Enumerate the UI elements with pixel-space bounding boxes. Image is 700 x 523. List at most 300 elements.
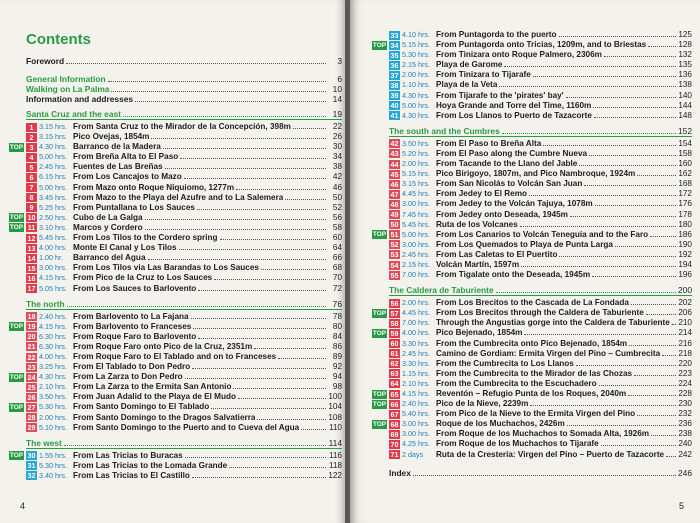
- walk-page: 98: [332, 382, 342, 392]
- walk-entry[interactable]: [17, 392, 342, 402]
- walk-title: Monte El Canal y Los Tilos: [73, 243, 177, 253]
- walk-page: 84: [332, 331, 342, 341]
- walk-number-badge: 34: [390, 40, 399, 50]
- walk-duration: 3.00 hrs.: [39, 263, 67, 273]
- section-heading[interactable]: [26, 109, 342, 120]
- page-title: Contents: [26, 31, 91, 48]
- walk-title: From El Paso to Breña Alta: [436, 138, 542, 148]
- leader-dots: [197, 209, 326, 210]
- walk-title: From Las Tricias to El Castillo: [73, 470, 190, 480]
- walk-entry[interactable]: [17, 162, 342, 172]
- walk-duration: 5.45 hrs.: [39, 233, 67, 243]
- walk-entry[interactable]: [380, 149, 692, 159]
- walk-title: Playa de Garome: [436, 60, 503, 70]
- walk-duration: 3.10 hrs.: [39, 222, 67, 232]
- walk-duration: 4.30 hrs.: [402, 110, 430, 120]
- leader-dots: [576, 365, 676, 366]
- walk-page: 180: [678, 219, 692, 229]
- leader-dots: [301, 429, 326, 430]
- walk-page: 122: [328, 470, 342, 480]
- walk-entry[interactable]: [380, 169, 692, 179]
- walk-entry[interactable]: [380, 349, 692, 359]
- walk-duration: 1.55 hrs.: [39, 450, 67, 460]
- walk-number-badge: 28: [27, 413, 36, 423]
- leader-dots: [192, 477, 326, 478]
- leader-dots: [111, 91, 326, 92]
- walk-duration: 7.45 hrs.: [402, 209, 430, 219]
- walk-duration: 2.45 hrs.: [402, 249, 430, 259]
- walk-title: Volcán Martín, 1597m: [436, 259, 520, 269]
- leader-dots: [634, 375, 676, 376]
- walk-entry[interactable]: [17, 233, 342, 243]
- leader-dots: [233, 388, 326, 389]
- walk-title: From El Paso along the Cumbre Nueva: [436, 148, 588, 158]
- walk-page: 140: [678, 90, 692, 100]
- walk-number-badge: 53: [390, 250, 399, 260]
- walk-duration: 5.40 hrs.: [402, 409, 430, 419]
- walk-page: 94: [332, 372, 342, 382]
- walk-duration: 4.45 hrs.: [402, 308, 430, 318]
- leader-dots: [593, 107, 676, 108]
- walk-entry[interactable]: [17, 152, 342, 162]
- contents-section: [9, 437, 342, 481]
- walk-title: From Las Tricias to Buracas: [73, 450, 183, 460]
- top-badge: TOP: [372, 400, 387, 408]
- walk-title: From Los Sauces to Barlovento: [73, 283, 197, 293]
- front-matter-entry[interactable]: [26, 94, 342, 104]
- walk-title: From Mazo onto Roque Niquiomo, 1277m: [73, 182, 235, 192]
- walk-number-badge: 66: [390, 399, 399, 409]
- walk-page: 108: [328, 412, 342, 422]
- walk-entry[interactable]: [380, 250, 692, 260]
- section-heading[interactable]: [389, 285, 692, 296]
- walk-number-badge: 54: [390, 260, 399, 270]
- walk-number-badge: 29: [27, 423, 36, 433]
- leader-dots: [214, 279, 326, 280]
- leader-dots: [148, 259, 327, 260]
- leader-dots: [236, 189, 326, 190]
- walk-title: From Barlovento to La Fajana: [73, 311, 189, 321]
- leader-dots: [191, 318, 326, 319]
- walk-entry[interactable]: [380, 298, 692, 308]
- walk-number-badge: 57: [390, 308, 399, 318]
- walk-entry[interactable]: [17, 193, 342, 203]
- walk-duration: 3.15 hrs.: [39, 132, 67, 142]
- walk-entry[interactable]: [17, 332, 342, 342]
- walk-entry[interactable]: [380, 439, 692, 449]
- walk-entry[interactable]: [380, 210, 692, 220]
- walk-number-badge: 51: [390, 230, 399, 240]
- walk-entry[interactable]: [380, 139, 692, 149]
- walk-page: 56: [332, 212, 342, 222]
- walk-number-badge: 27: [27, 402, 36, 412]
- walk-duration: 5.30 hrs.: [402, 50, 430, 60]
- walk-duration: 6.30 hrs.: [39, 331, 67, 341]
- top-badge: TOP: [372, 329, 387, 337]
- leader-dots: [193, 328, 326, 329]
- walk-duration: 5.30 hrs.: [39, 402, 67, 412]
- walk-entry[interactable]: [380, 189, 692, 199]
- walk-title: From Roque Faro onto Pico de la Cruz, 2351m: [73, 341, 253, 351]
- top-badge: TOP: [9, 403, 24, 411]
- walk-duration: 6.30 hrs.: [39, 341, 67, 351]
- front-matter-entry[interactable]: [26, 74, 342, 84]
- walk-number-badge: 70: [390, 440, 399, 450]
- walk-entry[interactable]: [380, 91, 692, 101]
- walk-page: 190: [678, 239, 692, 249]
- leader-dots: [238, 398, 326, 399]
- walk-page: 110: [328, 422, 342, 432]
- walk-entry[interactable]: [17, 342, 342, 352]
- walk-page: 228: [678, 389, 692, 398]
- walk-number-badge: 59: [390, 328, 399, 338]
- walk-entry[interactable]: [372, 40, 692, 50]
- walk-entry[interactable]: [380, 240, 692, 250]
- walk-entry[interactable]: [9, 212, 342, 223]
- section-page: 76: [332, 298, 342, 309]
- walk-title: Ruta de los Volcanes: [436, 219, 518, 229]
- walk-page: 206: [678, 308, 692, 318]
- walk-page: 136: [678, 70, 692, 80]
- walk-page: 232: [678, 409, 692, 419]
- front-matter-entry[interactable]: [26, 84, 342, 94]
- walk-title: Barranco de la Madera: [73, 142, 161, 152]
- walk-duration: 4.00 hrs.: [39, 243, 67, 253]
- walk-entry[interactable]: [17, 183, 342, 193]
- walk-number-badge: 2: [26, 133, 37, 142]
- walk-duration: 5.00 hrs.: [39, 152, 67, 162]
- leader-dots: [530, 405, 676, 406]
- walk-duration: 4.30 hrs.: [39, 372, 67, 382]
- walk-page: 210: [678, 318, 692, 328]
- leader-dots: [631, 304, 676, 305]
- walk-title: Reventón – Refugio Punta de los Roques, 2040m: [436, 389, 627, 398]
- leader-dots: [285, 199, 326, 200]
- walk-duration: 3.45 hrs.: [39, 192, 67, 202]
- walk-entry[interactable]: [380, 60, 692, 70]
- walk-title: From San Nicolás to Volcán San Juan: [436, 179, 583, 189]
- leader-dots: [533, 76, 676, 77]
- walk-entry[interactable]: [372, 308, 692, 318]
- walk-title: From Tinizara onto Roque Palmero, 2306m: [436, 50, 602, 60]
- walk-title: From Santo Domingo to the Dragos Salvatierra: [73, 412, 256, 422]
- leader-dots: [185, 378, 326, 379]
- walk-page: 34: [332, 152, 342, 162]
- leader-dots: [650, 236, 676, 237]
- leader-dots: [628, 395, 676, 396]
- walk-number-badge: 44: [390, 159, 399, 169]
- leader-dots: [413, 475, 676, 476]
- leader-dots: [559, 256, 676, 257]
- leader-dots: [648, 46, 676, 47]
- section-title: Santa Cruz and the east: [26, 109, 121, 119]
- walk-entry[interactable]: [380, 199, 692, 209]
- walk-page: 104: [328, 402, 342, 412]
- walk-page: 100: [328, 392, 342, 402]
- walk-number-badge: 65: [390, 389, 399, 399]
- walk-number-badge: 40: [390, 101, 399, 111]
- leader-dots: [151, 138, 326, 139]
- leader-dots: [108, 81, 326, 82]
- walk-entry[interactable]: [17, 132, 342, 142]
- walk-entry[interactable]: [17, 253, 342, 263]
- walk-page: 42: [332, 172, 342, 182]
- leader-dots: [604, 56, 676, 57]
- walk-entry[interactable]: [380, 429, 692, 439]
- section-title: The south and the Cumbres: [389, 125, 500, 136]
- walk-title: From Roque de los Muchachos to Tijarafe: [436, 439, 599, 449]
- walk-number-badge: 61: [390, 349, 399, 359]
- walk-number-badge: 48: [390, 199, 399, 209]
- walk-page: 64: [332, 243, 342, 253]
- walk-page: 135: [678, 60, 692, 70]
- leader-dots: [64, 445, 326, 446]
- walk-number-badge: 32: [27, 471, 36, 481]
- walk-number-badge: 71: [390, 450, 399, 460]
- leader-dots: [185, 457, 326, 458]
- leader-dots: [592, 276, 676, 277]
- right-section-list: [372, 125, 692, 460]
- section-page: 114: [328, 437, 342, 448]
- walk-entry[interactable]: [17, 362, 342, 372]
- walk-number-badge: 33: [390, 30, 399, 40]
- walk-entry[interactable]: [17, 382, 342, 392]
- walk-entry[interactable]: [380, 70, 692, 80]
- walk-page: 158: [678, 148, 692, 158]
- walk-entry[interactable]: [17, 471, 342, 481]
- walk-duration: 4.45 hrs.: [402, 189, 430, 199]
- walk-duration: 5.25 hrs.: [39, 202, 67, 212]
- leader-dots: [599, 385, 676, 386]
- walk-duration: 5.15 hrs.: [402, 40, 430, 50]
- leader-dots: [163, 148, 326, 149]
- walk-entry[interactable]: [380, 379, 692, 389]
- walk-title: From Pico de la Cruz to Los Sauces: [73, 273, 213, 283]
- top-badge: TOP: [9, 373, 24, 381]
- walk-duration: 5.15 hrs.: [402, 169, 430, 179]
- leader-dots: [198, 338, 326, 339]
- leader-dots: [589, 155, 676, 156]
- walk-page: 86: [332, 341, 342, 351]
- walk-entry[interactable]: [17, 352, 342, 362]
- walk-entry[interactable]: [380, 339, 692, 349]
- front-matter-label: General Information: [26, 74, 106, 84]
- walk-page: 172: [678, 189, 692, 199]
- walk-entry[interactable]: [17, 172, 342, 182]
- walk-title: From Barlovento to Franceses: [73, 321, 192, 331]
- walk-duration: 2.00 hrs.: [402, 298, 430, 308]
- walk-entry[interactable]: [380, 450, 692, 460]
- section-title: The west: [26, 437, 62, 448]
- walk-number-badge: 7: [26, 183, 37, 192]
- walk-entry[interactable]: [380, 260, 692, 270]
- top-badge: TOP: [9, 452, 24, 460]
- walk-duration: 3.00 hrs.: [402, 429, 430, 439]
- walk-page: 176: [678, 199, 692, 209]
- leader-dots: [165, 168, 326, 169]
- walk-entry[interactable]: [17, 122, 342, 132]
- leader-dots: [637, 175, 676, 176]
- walk-number-badge: 38: [390, 81, 399, 91]
- leader-dots: [559, 36, 676, 37]
- walk-title: From Juan Adalid to the Playa de El Mudo: [73, 392, 237, 402]
- walk-duration: 2.15 hrs.: [402, 60, 430, 70]
- walk-entry[interactable]: [380, 270, 692, 280]
- walk-title: From Breña Alta to El Paso: [73, 152, 179, 162]
- walk-entry[interactable]: [17, 273, 342, 283]
- section-heading[interactable]: [26, 438, 342, 449]
- walk-entry[interactable]: [380, 409, 692, 419]
- walk-entry[interactable]: [17, 203, 342, 213]
- walk-duration: 3.15 hrs.: [402, 179, 430, 189]
- walk-number-badge: 22: [27, 352, 36, 362]
- walk-duration: 7.00 hrs.: [402, 318, 430, 328]
- walk-entry[interactable]: [380, 159, 692, 169]
- walk-entry[interactable]: [380, 369, 692, 379]
- walk-page: 50: [332, 192, 342, 202]
- walk-page: 78: [332, 311, 342, 321]
- walk-page: 60: [332, 233, 342, 243]
- leader-dots: [543, 145, 676, 146]
- walk-number-badge: 18: [27, 312, 36, 322]
- walk-entry[interactable]: [380, 111, 692, 121]
- walk-entry[interactable]: [17, 263, 342, 273]
- walk-page: 214: [678, 328, 692, 338]
- walk-duration: 4.10 hrs.: [402, 30, 430, 39]
- walk-number-badge: 62: [390, 359, 399, 369]
- leader-dots: [666, 456, 676, 457]
- walk-entry[interactable]: [372, 328, 692, 338]
- walk-title: From El Tablado to Don Pedro: [73, 362, 191, 372]
- index-label: Index: [389, 467, 411, 478]
- walk-entry[interactable]: [372, 229, 692, 240]
- walk-number-badge: 17: [27, 284, 36, 294]
- walk-entry[interactable]: [9, 372, 342, 382]
- walk-page: 52: [332, 202, 342, 212]
- walk-entry[interactable]: [380, 80, 692, 90]
- walk-entry[interactable]: [380, 179, 692, 189]
- walk-title: Pico Ovejas, 1854m: [73, 132, 150, 142]
- walk-title: From the Cumbrecita to the Mirador de las Chozas: [436, 368, 633, 378]
- walk-entry[interactable]: [9, 321, 342, 332]
- leader-dots: [566, 97, 676, 98]
- walk-number-badge: 8: [26, 193, 37, 202]
- walk-number-badge: 9: [26, 203, 37, 212]
- section-heading[interactable]: [26, 299, 342, 310]
- walk-entry[interactable]: [372, 389, 692, 399]
- walk-title: Through the Angustias gorge into the Caldera de Taburiente: [436, 318, 670, 328]
- walk-duration: 3.15 hrs.: [39, 122, 67, 131]
- walk-entry[interactable]: [17, 413, 342, 423]
- walk-number-badge: 26: [27, 392, 36, 402]
- walk-title: Cubo de La Galga: [73, 212, 143, 222]
- walk-entry[interactable]: [9, 450, 342, 461]
- walk-duration: 5.00 hrs.: [402, 100, 430, 110]
- top-badge: TOP: [9, 143, 24, 151]
- walk-duration: 2 days: [402, 449, 424, 459]
- walk-title: From Puntagorda to the puerto: [436, 30, 557, 39]
- walk-entry[interactable]: [17, 243, 342, 253]
- leader-dots: [524, 334, 676, 335]
- walk-page: 92: [332, 362, 342, 372]
- walk-duration: 2.40 hrs.: [402, 399, 430, 409]
- walk-entry[interactable]: [9, 402, 342, 412]
- walk-duration: 2.50 hrs.: [39, 212, 67, 222]
- walk-entry[interactable]: [380, 30, 692, 40]
- walk-page: 26: [332, 132, 342, 142]
- walk-duration: 1.15 hrs.: [402, 368, 430, 378]
- walk-page: 38: [332, 162, 342, 172]
- walk-entry[interactable]: [372, 399, 692, 409]
- leader-dots: [502, 133, 676, 134]
- walk-number-badge: 35: [390, 50, 399, 60]
- leader-dots: [145, 229, 326, 230]
- walk-title: From Pico de la Nieve to the Ermita Virgen del Pino: [436, 409, 636, 419]
- walk-page: 128: [678, 40, 692, 50]
- walk-title: From Puntagorda onto Tricias, 1209m, and to Briestas: [436, 40, 647, 50]
- leader-dots: [570, 216, 676, 217]
- walk-number-badge: 69: [390, 429, 399, 439]
- walk-number-badge: 16: [27, 273, 36, 283]
- walk-number-badge: 58: [390, 318, 399, 328]
- walk-number-badge: 30: [27, 451, 36, 461]
- walk-duration: 6.15 hrs.: [39, 172, 67, 182]
- leader-dots: [672, 324, 676, 325]
- walk-number-badge: 13: [27, 243, 36, 253]
- front-matter-page: 14: [332, 94, 342, 104]
- walk-number-badge: 21: [27, 342, 36, 352]
- walk-title: From the Cumbrecita to the Escuchadero: [436, 378, 597, 388]
- walk-page: 236: [678, 419, 692, 429]
- walk-duration: 2.10 hrs.: [39, 382, 67, 392]
- walk-title: Pico Bejenado, 1854m: [436, 328, 523, 338]
- leader-dots: [293, 128, 326, 129]
- walk-entry[interactable]: [17, 423, 342, 433]
- walk-duration: 3.50 hrs.: [402, 138, 430, 148]
- walk-duration: 5.45 hrs.: [402, 219, 430, 229]
- walk-entry[interactable]: [380, 220, 692, 230]
- section-page: 152: [678, 125, 692, 136]
- walk-number-badge: 37: [390, 70, 399, 80]
- leader-dots: [261, 269, 326, 270]
- walk-entry[interactable]: [17, 284, 342, 294]
- top-badge: TOP: [372, 231, 387, 239]
- walk-entry[interactable]: [9, 142, 342, 152]
- walk-entry[interactable]: [17, 461, 342, 471]
- walk-entry[interactable]: [9, 222, 342, 233]
- walk-entry[interactable]: [380, 101, 692, 111]
- walk-title: From La Zarza to the Ermita San Antonio: [73, 382, 232, 392]
- walk-entry[interactable]: [372, 419, 692, 429]
- leader-dots: [211, 408, 326, 409]
- walk-number-badge: 3: [26, 143, 37, 152]
- walk-number-badge: 10: [27, 213, 36, 223]
- walk-duration: 4.30 hrs.: [39, 142, 67, 152]
- walk-entry[interactable]: [380, 359, 692, 369]
- walk-title: From the Cumbrecita to Los Llanos: [436, 358, 574, 368]
- walk-duration: 2.00 hrs.: [39, 412, 67, 422]
- walk-entry[interactable]: [380, 318, 692, 328]
- top-badge: TOP: [9, 323, 24, 331]
- walk-entry[interactable]: [380, 50, 692, 60]
- front-matter-entry[interactable]: [26, 56, 342, 66]
- section-heading[interactable]: [389, 126, 692, 137]
- walk-entry[interactable]: [17, 312, 342, 322]
- leader-dots: [520, 226, 676, 227]
- walk-page: 223: [678, 368, 692, 378]
- walk-page: 202: [678, 298, 692, 308]
- walk-number-badge: 1: [26, 123, 37, 132]
